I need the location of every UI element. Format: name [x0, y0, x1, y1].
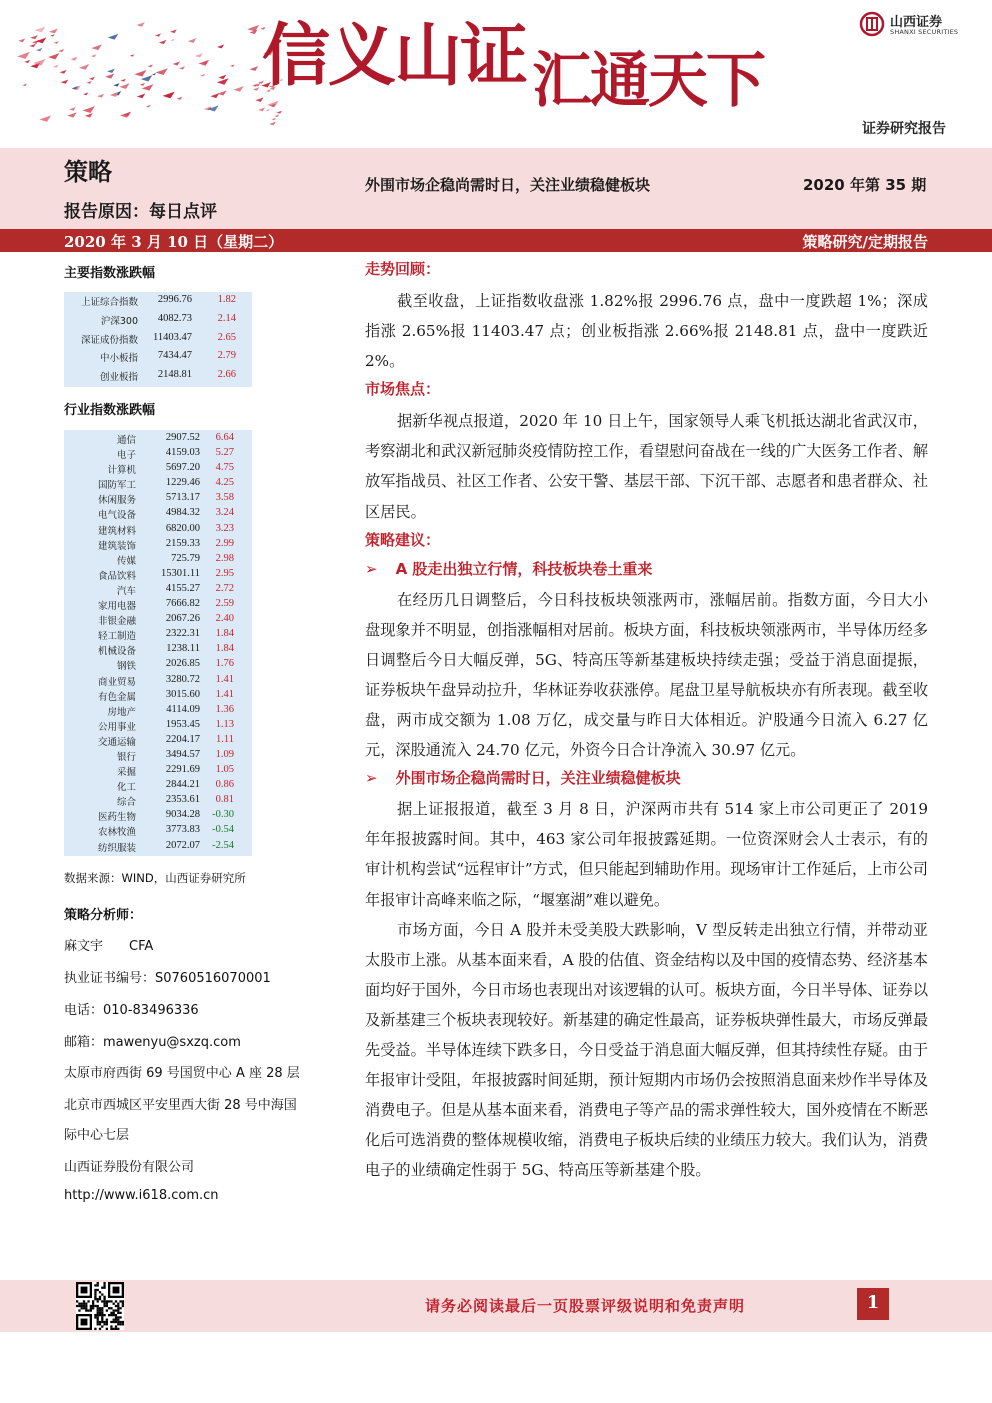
- analyst-phone: 电话：010-83496336: [64, 1003, 199, 1018]
- row-name: 交通运输: [97, 736, 136, 748]
- row-change: 2.14: [217, 312, 236, 324]
- index-table-title: 主要指数涨跌幅: [64, 266, 156, 281]
- table-row: [64, 506, 252, 521]
- row-value: 2353.61: [165, 794, 200, 806]
- analyst-email[interactable]: 邮箱：mawenyu@sxzq.com: [64, 1035, 241, 1050]
- row-change: 1.05: [215, 764, 234, 776]
- table-row: [64, 293, 252, 312]
- table-row: [64, 522, 252, 537]
- row-change: 1.84: [215, 628, 234, 640]
- row-change: 2.79: [217, 350, 236, 362]
- table-row: [64, 461, 252, 476]
- row-name: 电子: [116, 450, 136, 462]
- logo-name-cn: 山西证券: [890, 15, 943, 30]
- row-change: 2.59: [215, 598, 234, 610]
- row-name: 建筑材料: [97, 525, 136, 537]
- industry-table: [64, 430, 252, 856]
- table-row: [64, 349, 252, 368]
- row-change: 4.75: [215, 462, 234, 474]
- row-name: 农林牧渔: [97, 827, 136, 839]
- slogan-part-1: 信义山证: [262, 16, 527, 96]
- row-name: 沪深300: [100, 315, 138, 327]
- row-change: 1.11: [216, 733, 234, 745]
- row-value: 6820.00: [165, 522, 200, 534]
- table-row: [64, 312, 252, 331]
- table-row: [64, 431, 252, 446]
- address-beijing-cont: 际中心七层: [64, 1128, 130, 1143]
- table-row: [64, 673, 252, 688]
- row-value: 5713.17: [165, 492, 200, 504]
- row-value: 4159.03: [165, 447, 200, 459]
- subsection-2-paragraph-2: 市场方面，今日 A 股并未受美股大跌影响，V 型反转走出独立行情，并带动亚太股市上涨。从基本面来看，A 股的估值、资金结构以及中国的疫情态势、经济基本面均好于国外，今日市场也表现出对该逻辑的认可。板块方面，今日半导体、证券以及新基建三个板块表现较好。新基建的确定性最高，证券板块弹性最大，市场反弹最先受益。半导体连续下跌多日，今日受益于消息面大幅反弹，但其持续性存疑。由于年报审计受阻，年报披露时间延期，预计短期内市场仍会按照消息面来炒作半导体及消费电子。但是从基本面来看，消费电子等产品的需求弹性较大，国外疫情在不断恶化后可选消费的整体规模收缩，消费电子板块后续的业绩压力较大。我们认为，消费电子的业绩确定性弱于 5G、特高压等新基建个股。: [365, 920, 928, 1180]
- data-source: 数据来源：WIND，山西证券研究所: [64, 871, 246, 885]
- row-change: 1.13: [215, 718, 234, 730]
- table-row: [64, 567, 252, 582]
- table-row: [64, 808, 252, 823]
- table-row: [64, 839, 252, 854]
- row-change: -0.30: [212, 809, 234, 821]
- row-name: 传媒: [116, 555, 136, 567]
- row-change: 2.98: [215, 552, 234, 564]
- row-value: 2148.81: [157, 369, 192, 381]
- row-value: 4114.09: [166, 703, 200, 715]
- row-name: 中小板指: [99, 353, 138, 365]
- row-value: 1238.11: [166, 643, 200, 655]
- row-value: 11403.47: [153, 331, 192, 343]
- subsection-2-paragraph-1: 据上证报报道，截至 3 月 8 日，沪深两市共有 514 家上市公司更正了 2019 年年报披露时间。其中，463 家公司年报披露延期。一位资深财会人士表示，有的审计机构尝试“远程审计”方式，但只能起到辅助作用。现场审计工作延后，上市公司年报审计高峰来临之际，“堰塞湖”难以避免。: [365, 800, 928, 909]
- row-value: 7666.82: [165, 598, 200, 610]
- row-change: 2.65: [217, 331, 236, 343]
- page-number: 1: [866, 1292, 880, 1313]
- row-value: 4082.73: [157, 312, 192, 324]
- section-title-focus: 市场焦点：: [365, 380, 441, 399]
- table-row: [64, 612, 252, 627]
- row-change: 6.64: [215, 432, 234, 443]
- row-value: 3280.72: [165, 673, 200, 685]
- subsection-1-paragraph: 在经历几日调整后，今日科技板块领涨两市，涨幅居前。指数方面，今日大小盘现象并不明显，创指涨幅相对居前。板块方面，科技板块领涨两市，半导体历经多日调整后今日大幅反弹，5G、特高压等新基建板块持续走强；受益于消息面提振，证券板块午盘异动拉升，华林证券收获涨停。尾盘卫星导航板块亦有所表现。截至收盘，两市成交额为 1.08 万亿，成交量与昨日大体相近。沪股通今日流入 6.27 亿元，深股通流入 24.70 亿元，外资今日合计净流入 30.97 亿元。: [365, 590, 928, 760]
- table-row: [64, 537, 252, 552]
- row-name: 综合: [116, 797, 136, 809]
- slogan: [262, 16, 765, 116]
- subsection-title-1: [365, 558, 928, 579]
- row-name: 家用电器: [97, 601, 136, 613]
- report-headline: 外围市场企稳尚需时日，关注业绩稳健板块: [365, 176, 651, 194]
- row-value: 3015.60: [165, 688, 200, 700]
- disclaimer-notice: 请务必阅读最后一页股票评级说明和免责声明: [425, 1297, 746, 1315]
- row-name: 有色金属: [97, 691, 136, 703]
- row-change: 0.81: [215, 794, 234, 806]
- table-row: [64, 688, 252, 703]
- row-name: 医药生物: [97, 812, 136, 824]
- row-name: 房地产: [107, 706, 136, 718]
- table-row: [64, 627, 252, 642]
- row-name: 电气设备: [97, 510, 136, 522]
- row-change: 1.36: [215, 703, 234, 715]
- table-row: [64, 597, 252, 612]
- section-title-advice: 策略建议：: [365, 530, 441, 549]
- analyst-name: 麻文宇 CFA: [64, 939, 154, 954]
- company-name: 山西证券股份有限公司: [64, 1160, 195, 1175]
- table-row: [64, 778, 252, 793]
- row-change: 1.41: [215, 688, 234, 700]
- row-change: -0.54: [212, 824, 234, 836]
- table-row: [64, 446, 252, 461]
- row-name: 纺织服装: [97, 842, 136, 854]
- row-change: -2.54: [212, 839, 234, 851]
- table-row: [64, 657, 252, 672]
- row-value: 9034.28: [165, 809, 200, 821]
- table-row: [64, 823, 252, 838]
- row-name: 创业板指: [99, 372, 138, 384]
- row-change: 2.72: [215, 582, 234, 594]
- report-issue: 2020 年第 35 期: [803, 176, 927, 194]
- row-value: 5697.20: [165, 462, 200, 474]
- row-value: 2159.33: [165, 537, 200, 549]
- table-row: [64, 331, 252, 350]
- row-value: 1229.46: [165, 477, 200, 489]
- row-name: 采掘: [116, 767, 136, 779]
- row-value: 1953.45: [165, 718, 200, 730]
- report-topic: 策略: [64, 158, 112, 186]
- row-value: 725.79: [171, 552, 200, 564]
- table-row: [64, 763, 252, 778]
- row-change: 4.25: [215, 477, 234, 489]
- arrow-bullet-icon: ➢: [365, 769, 378, 788]
- row-value: 2067.26: [165, 613, 200, 625]
- company-website-link[interactable]: http://www.i618.com.cn: [64, 1188, 219, 1203]
- address-taiyuan: 太原市府西街 69 号国贸中心 A 座 28 层: [64, 1066, 300, 1081]
- row-name: 机械设备: [97, 646, 136, 658]
- row-value: 2204.17: [165, 733, 200, 745]
- table-row: [64, 368, 252, 387]
- row-name: 深证成份指数: [80, 334, 138, 346]
- table-row: [64, 476, 252, 491]
- arrow-bullet-icon: ➢: [365, 559, 378, 578]
- row-change: 2.66: [217, 369, 236, 381]
- index-table: [64, 292, 252, 387]
- table-row: [64, 642, 252, 657]
- row-name: 建筑装饰: [97, 540, 136, 552]
- row-name: 汽车: [116, 585, 136, 597]
- row-name: 国防军工: [97, 480, 136, 492]
- table-row: [64, 793, 252, 808]
- qr-code-icon: [76, 1282, 124, 1330]
- row-name: 上证综合指数: [80, 297, 138, 308]
- row-name: 食品饮料: [97, 570, 136, 582]
- logo-name-en: SHANXI SECURITIES: [890, 28, 959, 36]
- table-row: [64, 582, 252, 597]
- row-value: 15301.11: [161, 567, 200, 579]
- row-name: 计算机: [107, 465, 136, 477]
- row-change: 1.84: [215, 643, 234, 655]
- row-name: 轻工制造: [97, 631, 136, 643]
- row-change: 1.82: [217, 294, 236, 305]
- report-category: 策略研究/定期报告: [802, 233, 928, 251]
- row-change: 5.27: [215, 447, 234, 459]
- row-name: 休闲服务: [97, 495, 136, 507]
- row-value: 2072.07: [165, 839, 200, 851]
- address-beijing: 北京市西城区平安里西大街 28 号中海国: [64, 1098, 297, 1113]
- report-type: 证券研究报告: [862, 121, 946, 137]
- row-change: 1.09: [215, 748, 234, 760]
- row-change: 0.86: [215, 779, 234, 791]
- table-row: [64, 748, 252, 763]
- row-name: 公用事业: [97, 721, 136, 733]
- analyst-license: 执业证书编号：S0760516070001: [64, 971, 271, 986]
- main-content: [365, 258, 928, 1185]
- row-value: 2996.76: [157, 294, 192, 305]
- section-title-review: 走势回顾：: [365, 260, 441, 278]
- row-name: 钢铁: [116, 661, 136, 673]
- row-name: 非银金融: [97, 616, 136, 628]
- row-change: 2.40: [215, 613, 234, 625]
- row-value: 4155.27: [165, 582, 200, 594]
- focus-paragraph: 据新华视点报道，2020 年 10 日上午，国家领导人乘飞机抵达湖北省武汉市，考察湖北和武汉新冠肺炎疫情防控工作，看望慰问奋战在一线的广大医务工作者、解放军指战员、社区工作者、公安干警、基层干部、下沉干部、志愿者和患者群众、社区居民。: [365, 412, 928, 521]
- industry-table-title: 行业指数涨跌幅: [64, 403, 156, 418]
- row-value: 2907.52: [165, 432, 200, 443]
- row-value: 3494.57: [165, 748, 200, 760]
- row-change: 3.58: [215, 492, 234, 504]
- row-name: 通信: [116, 435, 136, 446]
- row-change: 1.41: [215, 673, 234, 685]
- row-value: 2322.31: [165, 628, 200, 640]
- row-value: 2026.85: [165, 658, 200, 670]
- row-name: 银行: [116, 751, 136, 763]
- table-row: [64, 703, 252, 718]
- subsection-title-2-text: 外围市场企稳尚需时日，关注业绩稳健板块: [395, 769, 681, 788]
- subsection-title-2: [365, 767, 928, 788]
- row-value: 7434.47: [157, 350, 192, 362]
- row-value: 3773.83: [165, 824, 200, 836]
- slogan-part-2: 汇通天下: [532, 46, 765, 116]
- row-value: 2291.69: [165, 764, 200, 776]
- row-change: 1.76: [215, 658, 234, 670]
- analyst-title: 策略分析师：: [64, 908, 143, 923]
- row-change: 2.95: [215, 567, 234, 579]
- subsection-title-1-text: A 股走出独立行情，科技板块卷土重来: [395, 559, 653, 578]
- row-change: 3.23: [215, 522, 234, 534]
- table-row: [64, 718, 252, 733]
- row-change: 3.24: [215, 507, 234, 519]
- table-row: [64, 552, 252, 567]
- report-date: 2020 年 3 月 10 日（星期二）: [64, 233, 284, 251]
- row-name: 商业贸易: [97, 676, 136, 688]
- row-change: 2.99: [215, 537, 234, 549]
- row-name: 化工: [116, 782, 136, 794]
- review-paragraph: 截至收盘，上证指数收盘涨 1.82%报 2996.76 点，盘中一度跌超 1%；深成指涨 2.65%报 11403.47 点；创业板指涨 2.66%报 2148.81 点，盘中一度跌近 2%。: [365, 292, 928, 371]
- report-reason: 报告原因：每日点评: [64, 202, 217, 222]
- row-value: 2844.21: [165, 779, 200, 791]
- row-value: 4984.32: [165, 507, 200, 519]
- table-row: [64, 491, 252, 506]
- table-row: [64, 733, 252, 748]
